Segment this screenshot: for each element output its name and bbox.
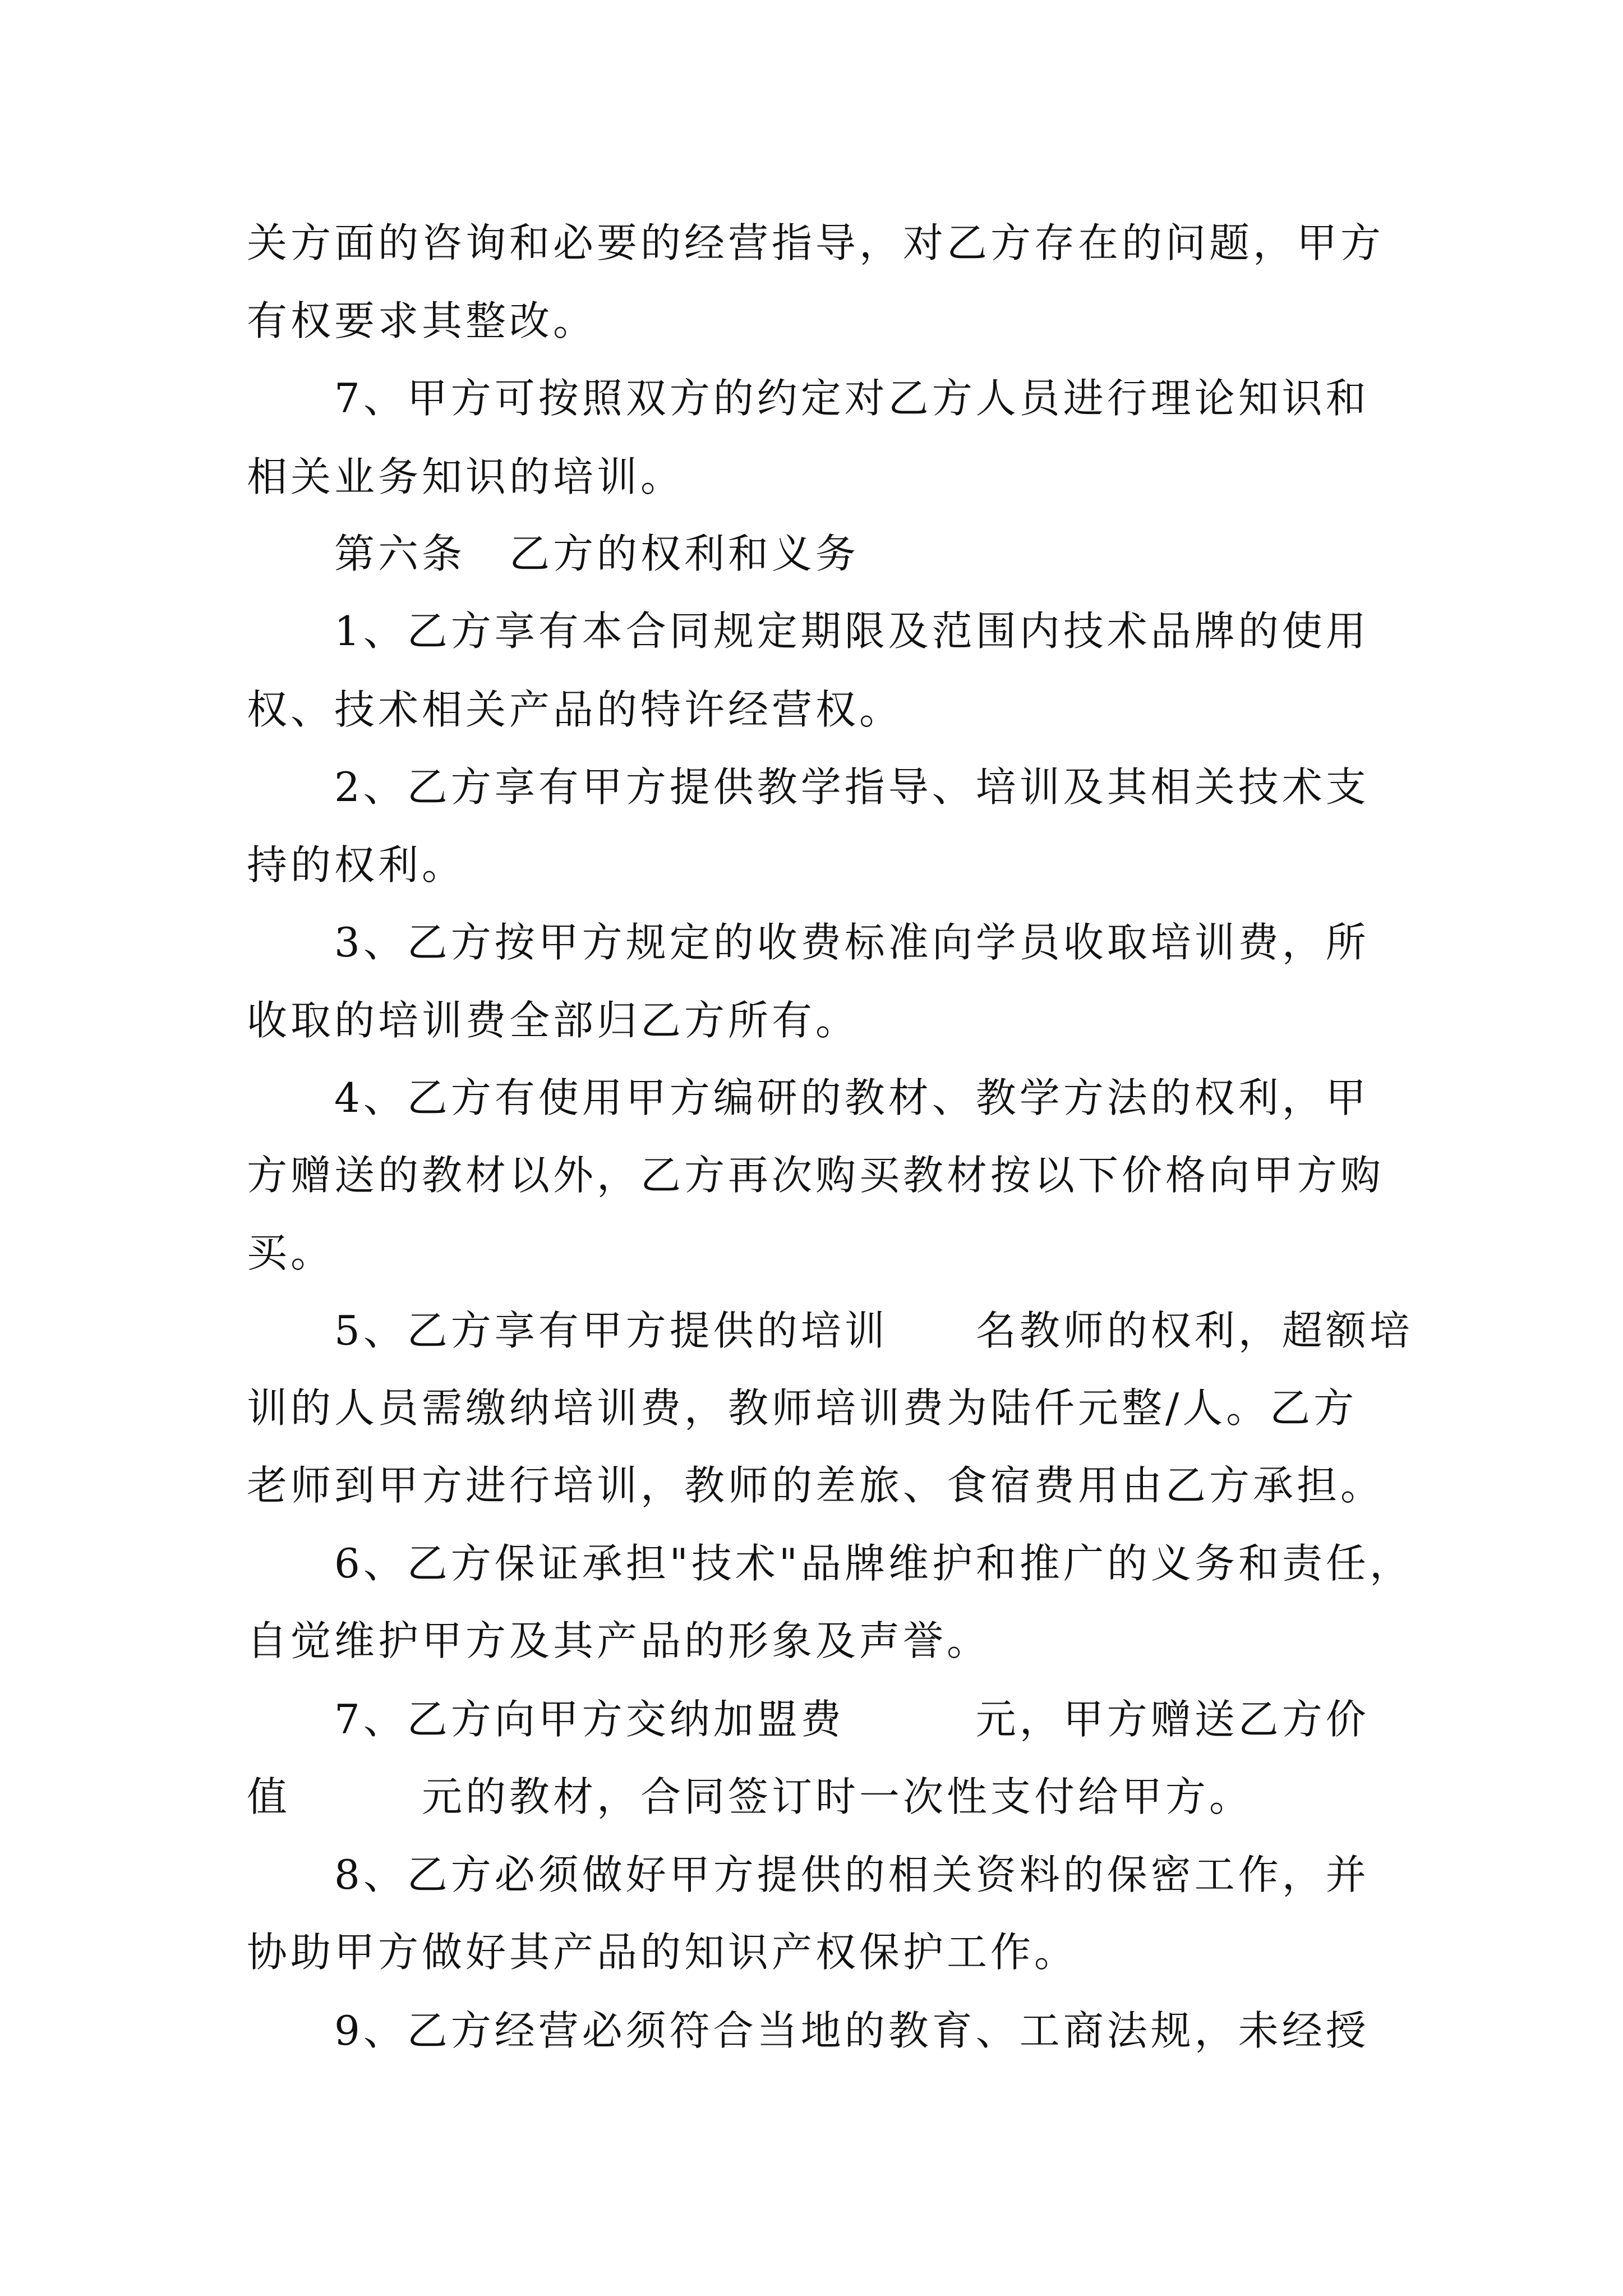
text-line-17: 老师到甲方进行培训，教师的差旅、食宿费用由乙方承担。 — [247, 1462, 1385, 1509]
text-line-23: 协助甲方做好其产品的知识产权保护工作。 — [247, 1929, 1078, 1976]
text-line-16: 训的人员需缴纳培训费，教师培训费为陆仟元整/人。乙方 — [247, 1384, 1358, 1432]
section-heading-article-6: 第六条 乙方的权利和义务 — [334, 530, 860, 577]
text-line-7: 权、技术相关产品的特许经营权。 — [247, 686, 903, 733]
text-line-24: 9、乙方经营必须符合当地的教育、工商法规，未经授 — [334, 2007, 1370, 2054]
text-line-2: 有权要求其整改。 — [247, 297, 597, 344]
text-line-3: 7、甲方可按照双方的约定对乙方人员进行理论知识和 — [334, 375, 1370, 422]
text-line-22: 8、乙方必须做好甲方提供的相关资料的保密工作，并 — [334, 1851, 1370, 1898]
text-line-18: 6、乙方保证承担"技术"品牌维护和推广的义务和责任， — [334, 1540, 1414, 1587]
text-line-15: 5、乙方享有甲方提供的培训 名教师的权利，超额培 — [334, 1307, 1413, 1354]
text-line-1: 关方面的咨询和必要的经营指导，对乙方存在的问题，甲方 — [247, 219, 1385, 266]
text-line-6: 1、乙方享有本合同规定期限及范围内技术品牌的使用 — [334, 608, 1370, 655]
text-line-20: 7、乙方向甲方交纳加盟费 元，甲方赠送乙方价 — [334, 1696, 1370, 1743]
text-line-9: 持的权利。 — [247, 841, 466, 889]
text-line-19: 自觉维护甲方及其产品的形象及声誉。 — [247, 1617, 991, 1664]
text-line-4: 相关业务知识的培训。 — [247, 453, 685, 500]
text-line-10: 3、乙方按甲方规定的收费标准向学员收取培训费，所 — [334, 919, 1370, 966]
text-line-12: 4、乙方有使用甲方编研的教材、教学方法的权利，甲 — [334, 1074, 1370, 1121]
text-line-11: 收取的培训费全部归乙方所有。 — [247, 997, 860, 1044]
text-line-8: 2、乙方享有甲方提供教学指导、培训及其相关技术支 — [334, 763, 1370, 811]
text-line-13: 方赠送的教材以外，乙方再次购买教材按以下价格向甲方购 — [247, 1152, 1385, 1199]
text-line-14: 买。 — [247, 1229, 335, 1276]
text-line-21: 值 元的教材，合同签订时一次性支付给甲方。 — [247, 1773, 1253, 1820]
